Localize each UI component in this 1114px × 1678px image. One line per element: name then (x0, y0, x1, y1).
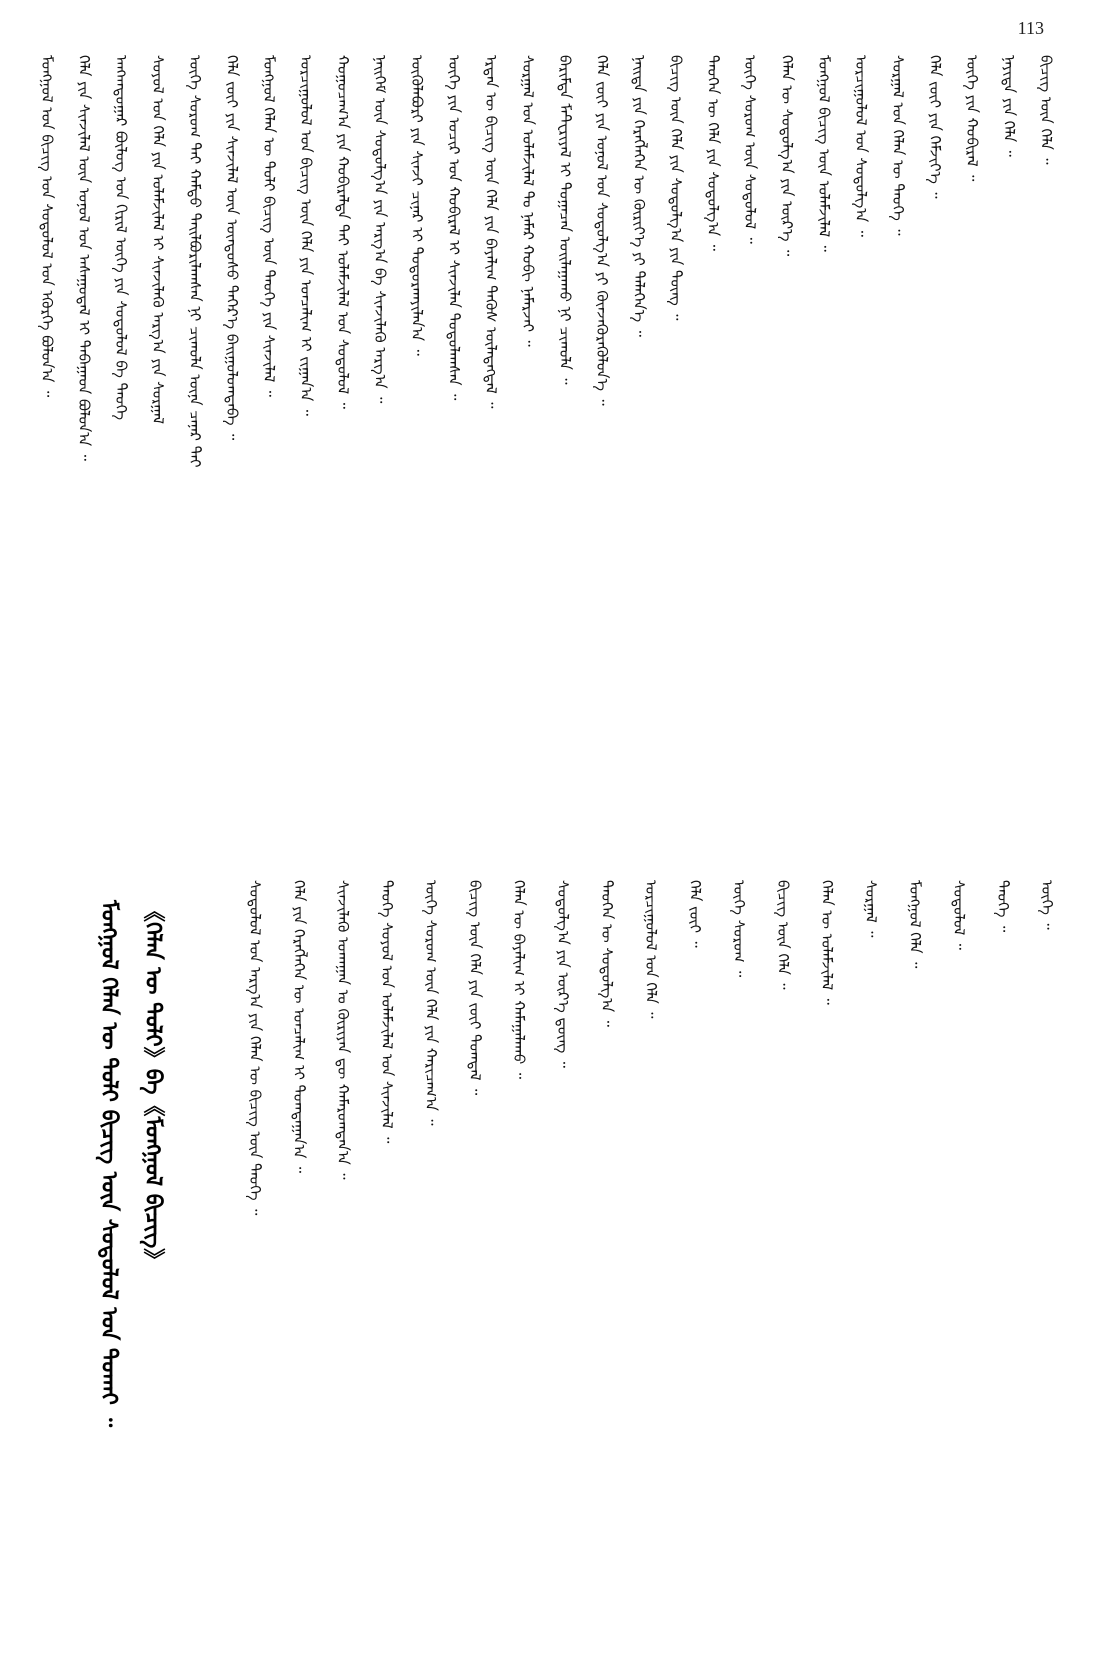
upper-text-block (30, 55, 1084, 855)
text-column-9: ᠲᠡᠦᠬᠡᠨ ᠦ ᠰᠤᠳᠤᠯᠭ᠎ᠠ ᠃ (598, 880, 616, 1027)
text-column-4: ᠲᠡᠦᠬᠡ ᠰᠣᠶᠣᠯ ᠤᠨ ᠤᠯᠠᠮᠵᠢᠯᠠᠯ ᠤᠨ ᠰᠢᠨᠵᠢᠯᠡᠯ ᠃ (378, 880, 396, 1144)
text-column-25: ᠬᠡᠯᠡ ᠵᠦᠢ ᠶᠢᠨ ᠬᠡᠮᠵᠢᠶ᠎ᠡ ᠃ (926, 55, 944, 199)
text-column-21: ᠬᠡᠯᠡᠨ ᠦ ᠰᠤᠳᠤᠯᠭ᠎ᠠ ᠶᠢᠨ ᠦᠷ᠎ᠡ ᠃ (778, 55, 796, 257)
text-column-19: ᠲᠡᠦᠬᠡᠨ ᠦ ᠬᠡᠯᠡ ᠶᠢᠨ ᠰᠤᠳᠤᠯᠭ᠎ᠠ ᠃ (704, 55, 722, 251)
text-column-6: ᠬᠡᠯᠡ ᠵᠦᠢ ᠶᠢᠨ ᠰᠢᠨᠵᠢᠯᠡᠯ ᠦᠨ ᠦᠨᠳᠦᠰᠦ ᠳᠡᠭᠡᠷ᠎ᠡ ᠪᠠᠢᠭᠤᠯᠤᠭᠳᠠᠪᠠ ᠃ (223, 55, 241, 441)
section-heading-line-1: ᠮᠣᠩᠭ᠋ᠣᠯ ᠬᠡᠯᠡᠨ ᠦ ᠲᠣᠯᠢ ᠪᠢᠴᠢᠭ ᠦᠨ ᠰᠤᠳᠤᠯᠤᠯ ᠤᠨ ᠲᠤᠬᠠᠢ ᠃ (96, 900, 121, 1428)
text-column-1: ᠮᠣᠩᠭ᠋ᠣᠯ ᠤᠨ ᠪᠢᠴᠢᠭ᠌ ᠤᠨ ᠰᠤᠳᠤᠯᠤᠯ ᠤᠨ ᠡᠭᠦᠷᠭᠡ ᠪᠣᠯᠤᠨ᠎ᠠ ᠃ (38, 55, 56, 398)
text-column-10: ᠨᠡᠢᠭᠡᠮ ᠦᠨ ᠰᠤᠳᠤᠯᠭ᠎ᠠ ᠶᠢᠨ ᠠᠷᠭ᠎ᠠ ᠪᠠ ᠰᠢᠨᠵᠢᠯᠡᠬᠦ ᠠᠷᠭ᠎ᠠ ᠃ (371, 55, 389, 404)
text-column-17: ᠰᠤᠳᠤᠯᠤᠯ ᠃ (950, 880, 968, 950)
text-column-5: ᠦᠬᠡ ᠰᠤᠷᠤᠭ ᠲᠠᠢ ᠬᠠᠮᠲᠤ ᠲᠠᠢᠯᠪᠤᠷᠢᠯᠠᠭᠰᠠᠨ ᠨᠢ ᠴᠢᠬᠤᠯᠠ ᠦᠨᠡ ᠴᠡᠨᠡᠷ ᠲᠡᠢ (186, 55, 204, 468)
text-column-13: ᠪᠢᠴᠢᠭ ᠦᠨ ᠬᠡᠯᠡ ᠃ (774, 880, 792, 990)
text-column-14: ᠰᠤᠷᠭᠠᠯ ᠤᠨ ᠤᠯᠠᠮᠵᠢᠯᠠᠯ ᠲᠤ ᠨᠡᠮᠡᠷ ᠬᠤᠪᠢ ᠨᠡᠮᠡᠷᠵᠡᠢ ᠃ (519, 55, 537, 347)
text-column-16: ᠮᠣᠩᠭ᠋ᠣᠯ ᠬᠡᠯᠡ ᠃ (906, 880, 924, 969)
text-column-11: ᠬᠡᠯᠡ ᠵᠦᠢ ᠃ (686, 880, 704, 948)
text-column-15: ᠰᠤᠷᠭᠠᠯ ᠃ (862, 880, 880, 938)
text-column-16: ᠬᠡᠯᠡ ᠵᠦᠢ ᠶᠢᠨ ᠣᠨᠣᠯ ᠤᠨ ᠰᠤᠳᠤᠯᠭ᠎ᠠ ᠶᠢ ᠭᠦᠨᠵᠡᠭᠦᠷᠡᠭᠦᠯᠦᠨ᠎ᠡ ᠃ (593, 55, 611, 406)
text-column-2: ᠬᠡᠯᠡ ᠶᠢᠨ ᠰᠢᠨᠵᠢᠯᠡᠯ ᠦᠨ ᠣᠨᠣᠯ ᠤᠨ ᠠᠰᠠᠭᠤᠳᠠᠯ ᠢ ᠳᠠᠪᠠᠭᠠᠳ ᠪᠣᠯᠤᠨ᠎ᠠ ᠃ (75, 55, 93, 461)
page-number: 113 (1017, 18, 1044, 38)
text-column-27: ᠨᠡᠶᠢᠲᠡ ᠶᠢᠨ ᠬᠡᠯᠡ ᠃ (1000, 55, 1018, 157)
text-column-4: ᠰᠣᠶᠣᠯ ᠤᠨ ᠬᠡᠯᠡ ᠶᠢᠨ ᠤᠯᠠᠮᠵᠢᠯᠠᠯ ᠢ ᠰᠢᠨᠵᠢᠯᠡᠬᠦ ᠠᠷᠭ᠎ᠠ ᠶᠢᠨ ᠰᠤᠷᠭᠠᠯ (149, 55, 167, 424)
text-column-19: ᠦᠭᠡ ᠃ (1038, 880, 1056, 930)
text-column-28: ᠪᠢᠴᠢᠭ ᠦᠨ ᠬᠡᠯᠡ ᠃ (1037, 55, 1055, 165)
section-heading-line-2: 《ᠬᠡᠯᠡᠨ ᠦ ᠲᠣᠯᠢ》ᠪᠠ《ᠮᠣᠩᠭ᠋ᠣᠯ ᠪᠢᠴᠢᠭ》 (140, 900, 165, 1271)
text-column-13: ᠡᠷᠲᠡᠨ ᠦ ᠪᠢᠴᠢᠭ ᠦᠨ ᠬᠡᠯᠡ ᠶᠢᠨ ᠪᠠᠶᠠᠯᠢᠭ ᠲᠡᠭᠦᠰ ᠦᠯᠡᠳᠡᠭᠳᠡᠯ ᠃ (482, 55, 500, 409)
text-column-18: ᠪᠢᠴᠢᠭ ᠦᠨ ᠬᠡᠯᠡ ᠶᠢᠨ ᠰᠤᠳᠤᠯᠭ᠎ᠠ ᠶᠢᠨ ᠳᠦᠩ ᠃ (667, 55, 685, 321)
text-column-14: ᠬᠡᠯᠡᠨ ᠦ ᠤᠯᠠᠮᠵᠢᠯᠠᠯ ᠃ (818, 880, 836, 1005)
text-column-26: ᠦᠭᠡ ᠶᠢᠨ ᠬᠤᠪᠢᠷᠠᠯ ᠃ (963, 55, 981, 182)
text-column-22: ᠮᠣᠩᠭ᠋ᠣᠯ ᠪᠢᠴᠢᠭ ᠦᠨ ᠤᠯᠠᠮᠵᠢᠯᠠᠯ ᠃ (815, 55, 833, 252)
text-column-18: ᠲᠡᠦᠬᠡ ᠃ (994, 880, 1012, 933)
text-column-11: ᠦᠭᠦᠯᠡᠪᠦᠷᠢ ᠶᠢᠨ ᠰᠢᠨᠵᠢ ᠴᠢᠨᠠᠷ ᠢ ᠲᠣᠳᠤᠷᠬᠠᠶᠢᠯᠠᠨ᠎ᠠ ᠃ (408, 55, 426, 356)
text-column-5: ᠦᠭᠡ ᠰᠤᠷᠤᠭ ᠦᠨ ᠬᠡᠯᠡ ᠶᠢᠨ ᠬᠠᠷᠢᠴᠠᠭ᠎ᠠ ᠃ (422, 880, 440, 1126)
text-column-3: ᠰᠢᠨᠵᠢᠯᠡᠬᠦ ᠤᠬᠠᠭᠠᠨ ᠤ ᠬᠦᠷᠢᠶᠡᠨ ᠳᠦ ᠬᠠᠮᠠᠷᠤᠭᠳᠠᠨ᠎ᠠ ᠃ (334, 880, 352, 1180)
text-column-1: ᠰᠤᠳᠤᠯᠤᠯ ᠤᠨ ᠠᠷᠭ᠎ᠠ ᠶᠢᠨ ᠬᠡᠯᠡᠨ ᠦ ᠪᠢᠴᠢᠭ ᠦᠨ ᠲᠡᠦᠬᠡ ᠃ (246, 880, 264, 1216)
text-column-8: ᠣᠷᠴᠢᠭᠤᠯᠤᠯ ᠤᠨ ᠪᠢᠴᠢᠭ ᠦᠨ ᠬᠡᠯᠡ ᠶᠢᠨ ᠣᠨᠴᠠᠯᠢᠭ ᠢ ᠵᠢᠭᠠᠨ᠎ᠠ ᠃ (297, 55, 315, 416)
text-column-10: ᠣᠷᠴᠢᠭᠤᠯᠤᠯ ᠤᠨ ᠬᠡᠯᠡ ᠃ (642, 880, 660, 1019)
text-column-2: ᠬᠡᠯᠡ ᠶᠢᠨ ᠬᠡᠷᠡᠭᠯᠡᠭᠡᠨ ᠦ ᠣᠨᠴᠠᠯᠢᠭ ᠢ ᠲᠣᠭᠲᠠᠭᠠᠨ᠎ᠠ ᠃ (290, 880, 308, 1174)
text-column-20: ᠦᠭᠡ ᠰᠤᠷᠤᠭ ᠦᠨ ᠰᠤᠳᠤᠯᠤᠯ ᠃ (741, 55, 759, 244)
text-column-15: ᠪᠠᠷᠢᠮᠲᠠ ᠮᠠᠲᠧᠷᠢᠶᠠᠯ ᠢ ᠲᠣᠭᠠᠴᠠᠨ ᠤᠢᠯᠠᠭᠠᠬᠤ ᠨᠢ ᠴᠢᠬᠤᠯᠠ ᠃ (556, 55, 574, 385)
lower-text-block (30, 880, 1084, 1650)
text-column-24: ᠰᠤᠷᠭᠠᠯ ᠤᠨ ᠬᠡᠯᠡᠨ ᠦ ᠲᠡᠦᠬᠡ ᠃ (889, 55, 907, 236)
text-column-9: ᠬᠤᠭᠤᠴᠠᠭ᠎ᠠ ᠶᠢᠨ ᠬᠤᠪᠢᠷᠠᠯᠲᠠ ᠲᠠᠢ ᠤᠯᠠᠮᠵᠢᠯᠠᠯ ᠤᠨ ᠰᠤᠳᠤᠯᠤᠯ ᠃ (334, 55, 352, 409)
text-column-7: ᠮᠣᠩᠭ᠋ᠣᠯ ᠬᠡᠯᠡᠨ ᠦ ᠲᠣᠯᠢ ᠪᠢᠴᠢᠭ ᠦᠨ ᠲᠡᠦᠬᠡ ᠶᠢᠨ ᠰᠢᠨᠵᠢᠯᠡᠯ ᠃ (260, 55, 278, 397)
text-column-8: ᠰᠤᠳᠤᠯᠭ᠎ᠠ ᠶᠢᠨ ᠦᠷ᠎ᠡ ᠳ᠋ᠦᠩ ᠃ (554, 880, 572, 1068)
text-column-3: ᠠᠩᠬᠠᠳᠤᠭᠠᠷ ᠪᠦᠯᠦᠭ ᠤᠨ ᠬᠢᠷᠢᠯ ᠦᠬᠡ ᠶᠢᠨ ᠰᠤᠳᠤᠯᠤᠯ ᠪᠠ ᠲᠡᠦᠬᠡ (112, 55, 130, 421)
text-column-12: ᠦᠭᠡ ᠶᠢᠨ ᠤᠴᠢᠷ ᠤᠨ ᠬᠤᠪᠢᠷᠠᠯ ᠢ ᠰᠢᠨᠵᠢᠯᠡᠨ ᠲᠣᠳᠤᠯᠠᠭᠰᠠᠨ ᠃ (445, 55, 463, 401)
text-column-7: ᠬᠡᠯᠡᠨ ᠦ ᠪᠠᠶᠠᠯᠢᠭ ᠢ ᠬᠠᠮᠠᠭᠠᠯᠠᠬᠤ ᠃ (510, 880, 528, 1079)
text-column-12: ᠦᠭᠡ ᠰᠤᠷᠤᠭ ᠃ (730, 880, 748, 978)
text-column-23: ᠣᠷᠴᠢᠭᠤᠯᠤᠯ ᠤᠨ ᠰᠤᠳᠤᠯᠭ᠎ᠠ ᠃ (852, 55, 870, 237)
text-column-6: ᠪᠢᠴᠢᠭ ᠦᠨ ᠬᠡᠯᠡ ᠶᠢᠨ ᠵᠦᠢ ᠲᠣᠭᠲᠠᠯ ᠃ (466, 880, 484, 1096)
text-column-17: ᠨᠡᠢᠲᠡ ᠶᠢᠨ ᠬᠡᠷᠡᠭᠯᠡᠭᠡᠨ ᠦ ᠬᠦᠷᠢᠶ᠎ᠡ ᠶᠢ ᠲᠡᠯᠡᠭᠡᠨ᠎ᠡ ᠃ (630, 55, 648, 337)
